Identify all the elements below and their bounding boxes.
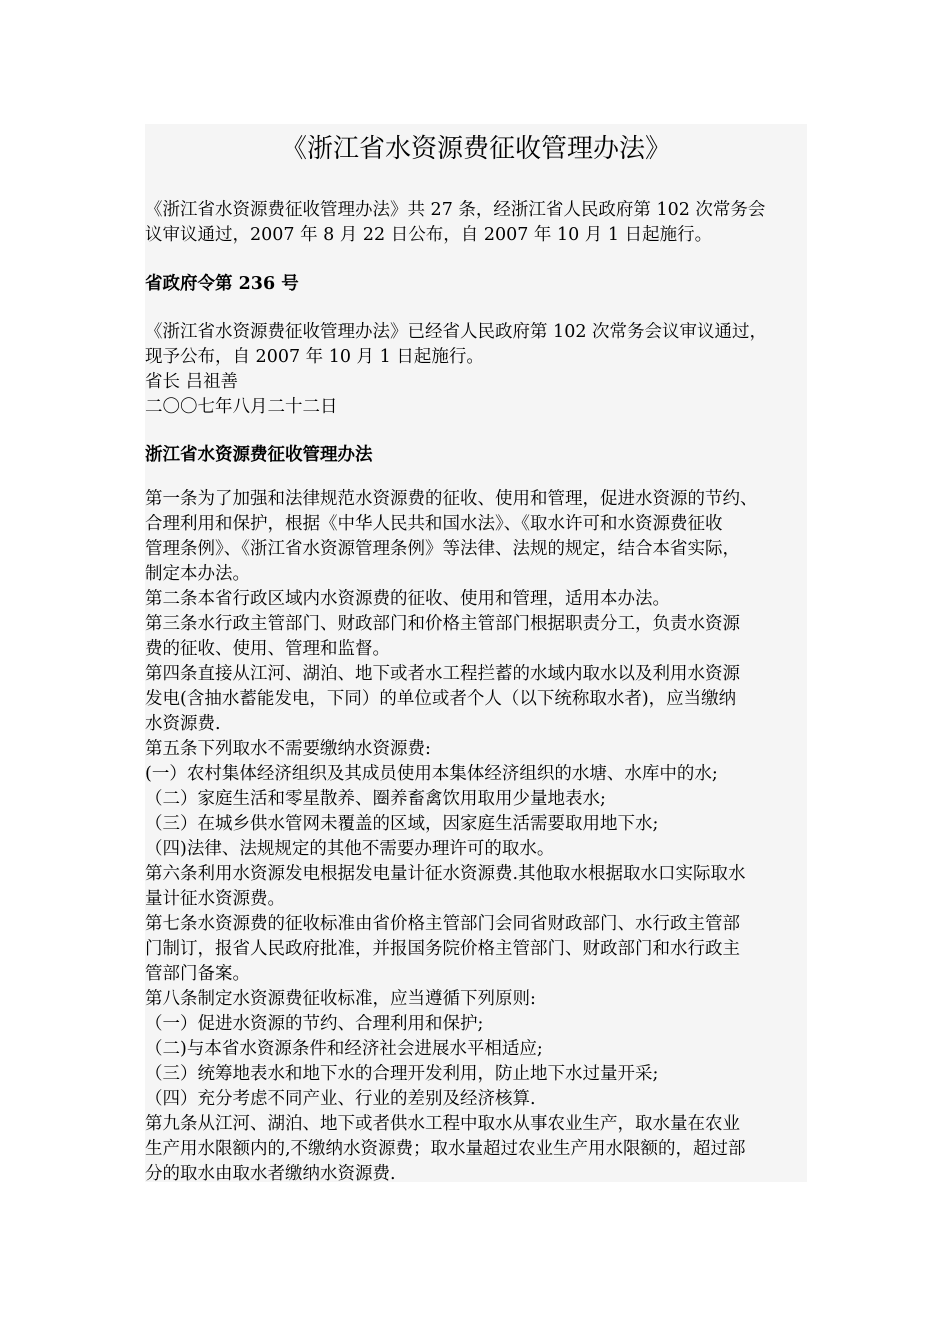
text-line: 现予公布，自 2007 年 10 月 1 日起施行。	[145, 347, 484, 367]
signatory: 省长 吕祖善	[145, 372, 239, 392]
text-line: 费的征收、使用、管理和监督。	[145, 639, 390, 659]
text-line: （三）统筹地表水和地下水的合理开发利用，防止地下水过量开采;	[145, 1064, 659, 1084]
text-line: 管理条例》、《浙江省水资源管理条例》等法律、法规的规定，结合本省实际，	[145, 539, 740, 559]
text-line: 第七条水资源费的征收标准由省价格主管部门会同省财政部门、水行政主管部	[145, 914, 740, 934]
text-line: （二）家庭生活和零星散养、圈养畜禽饮用取用少量地表水;	[145, 789, 606, 809]
text-line: （三）在城乡供水管网未覆盖的区域，因家庭生活需要取用地下水;	[145, 814, 659, 834]
text-line: 第四条直接从江河、湖泊、地下或者水工程拦蓄的水域内取水以及利用水资源	[145, 664, 740, 684]
text-line: 议审议通过，2007 年 8 月 22 日公布，自 2007 年 10 月 1 日起施行。	[145, 225, 713, 245]
text-line: 量计征水资源费。	[145, 889, 285, 909]
text-line: 第九条从江河、湖泊、地下或者供水工程中取水从事农业生产，取水量在农业	[145, 1114, 740, 1134]
text-line: （四）充分考虑不同产业、行业的差别及经济核算.	[145, 1089, 536, 1109]
text-line: 《浙江省水资源费征收管理办法》共 27 条，经浙江省人民政府第 102 次常务会	[145, 200, 766, 220]
text-line: 第一条为了加强和法律规范水资源费的征收、使用和管理，促进水资源的节约、	[145, 489, 758, 509]
text-line: （一）促进水资源的节约、合理利用和保护;	[145, 1014, 484, 1034]
decree-paragraph	[145, 320, 807, 420]
document-title: 《浙江省水资源费征收管理办法》	[280, 134, 671, 164]
text-line: 制定本办法。	[145, 564, 250, 584]
articles-body	[145, 487, 807, 1187]
text-line: 《浙江省水资源费征收管理办法》已经省人民政府第 102 次常务会议审议通过，	[145, 322, 768, 342]
text-line: 生产用水限额内的,不缴纳水资源费；取水量超过农业生产用水限额的，超过部	[145, 1139, 746, 1159]
text-line: 水资源费.	[145, 714, 221, 734]
text-line: 第二条本省行政区域内水资源费的征收、使用和管理，适用本办法。	[145, 589, 670, 609]
text-line: 第八条制定水资源费征收标准，应当遵循下列原则:	[145, 989, 536, 1009]
law-heading: 浙江省水资源费征收管理办法	[145, 445, 373, 465]
text-line: (一）农村集体经济组织及其成员使用本集体经济组织的水塘、水库中的水;	[145, 764, 718, 784]
decree-heading: 省政府令第 236 号	[145, 274, 299, 294]
text-line: 发电(含抽水蓄能发电，下同）的单位或者个人（以下统称取水者)，应当缴纳	[145, 689, 737, 709]
text-line: 第六条利用水资源发电根据发电量计征水资源费.其他取水根据取水口实际取水	[145, 864, 746, 884]
text-line: 管部门备案。	[145, 964, 250, 984]
intro-paragraph	[145, 198, 807, 248]
text-line: 合理利用和保护，根据《中华人民共和国水法》、《取水许可和水资源费征收	[145, 514, 723, 534]
text-line: （二)与本省水资源条件和经济社会进展水平相适应;	[145, 1039, 543, 1059]
text-line: （四)法律、法规规定的其他不需要办理许可的取水。	[145, 839, 555, 859]
text-line: 门制订，报省人民政府批准，并报国务院价格主管部门、财政部门和水行政主	[145, 939, 740, 959]
text-line: 第三条水行政主管部门、财政部门和价格主管部门根据职责分工，负责水资源	[145, 614, 740, 634]
text-line: 分的取水由取水者缴纳水资源费.	[145, 1164, 396, 1184]
text-line: 第五条下列取水不需要缴纳水资源费:	[145, 739, 431, 759]
decree-date: 二〇〇七年八月二十二日	[145, 397, 338, 417]
